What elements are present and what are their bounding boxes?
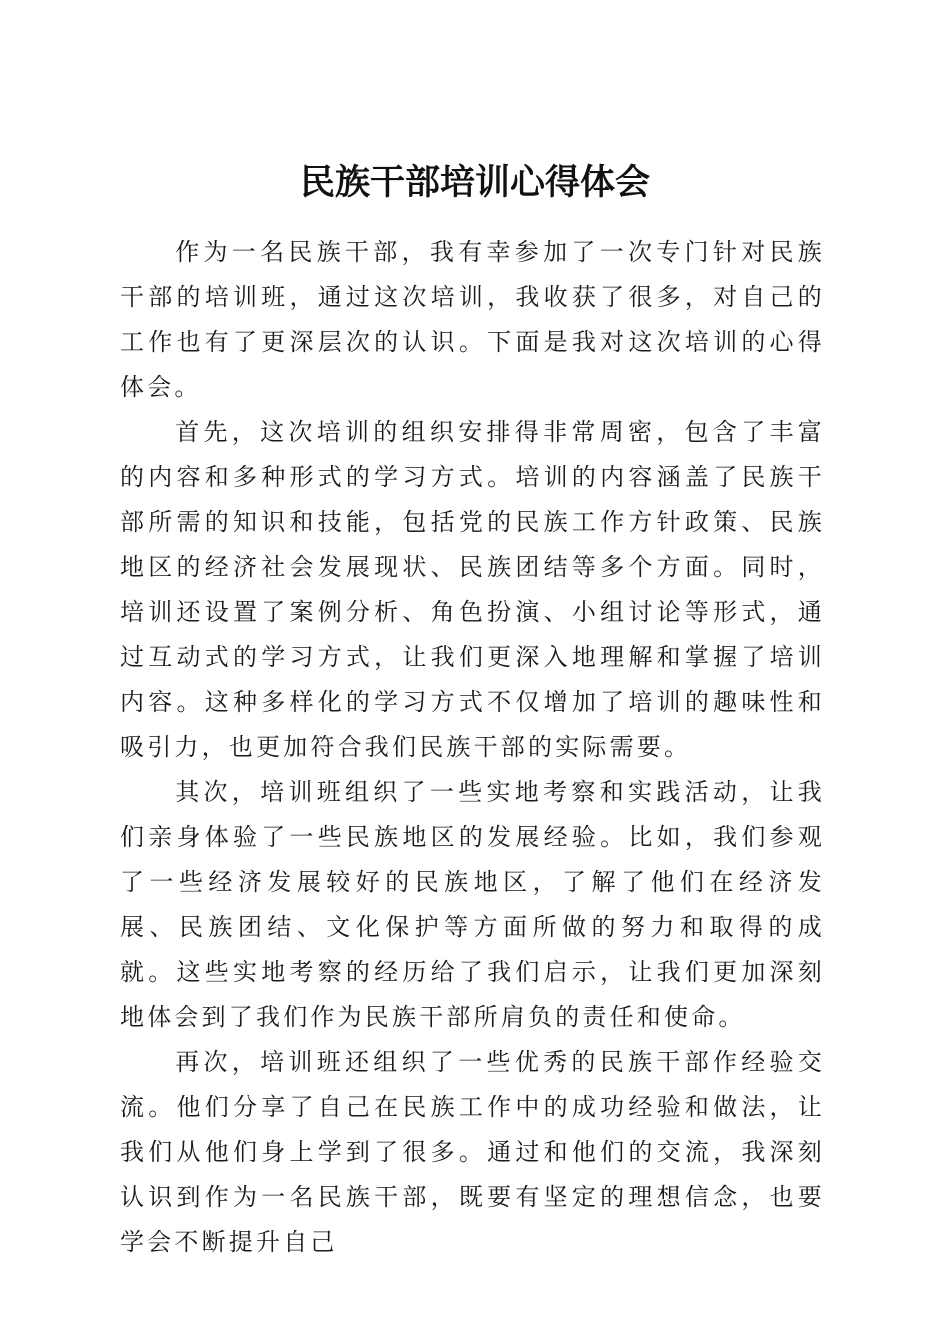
document-title: 民族干部培训心得体会 <box>299 162 650 204</box>
document-body <box>120 230 825 1265</box>
paragraph-intro: 作为一名民族干部，我有幸参加了一次专门针对民族干部的培训班，通过这次培训，我收获了很多，对自己的工作也有了更深层次的认识。下面是我对这次培训的心得体会。 <box>120 238 825 401</box>
paragraph-second: 其次，培训班组织了一些实地考察和实践活动，让我们亲身体验了一些民族地区的发展经验。比如，我们参观了一些经济发展较好的民族地区，了解了他们在经济发展、民族团结、文化保护等方面所做的努力和取得的成就。这些实地考察的经历给了我们启示，让我们更加深刻地体会到了我们作为民族干部所肩负的责任和使命。 <box>120 778 825 1031</box>
paragraph-first: 首先，这次培训的组织安排得非常周密，包含了丰富的内容和多种形式的学习方式。培训的内容涵盖了民族干部所需的知识和技能，包括党的民族工作方针政策、民族地区的经济社会发展现状、民族团结等多个方面。同时，培训还设置了案例分析、角色扮演、小组讨论等形式，通过互动式的学习方式，让我们更深入地理解和掌握了培训内容。这种多样化的学习方式不仅增加了培训的趣味性和吸引力，也更加符合我们民族干部的实际需要。 <box>120 418 825 761</box>
paragraph-third: 再次，培训班还组织了一些优秀的民族干部作经验交流。他们分享了自己在民族工作中的成功经验和做法，让我们从他们身上学到了很多。通过和他们的交流，我深刻认识到作为一名民族干部，既要有坚定的理想信念，也要学会不断提升自己 <box>120 1048 825 1256</box>
